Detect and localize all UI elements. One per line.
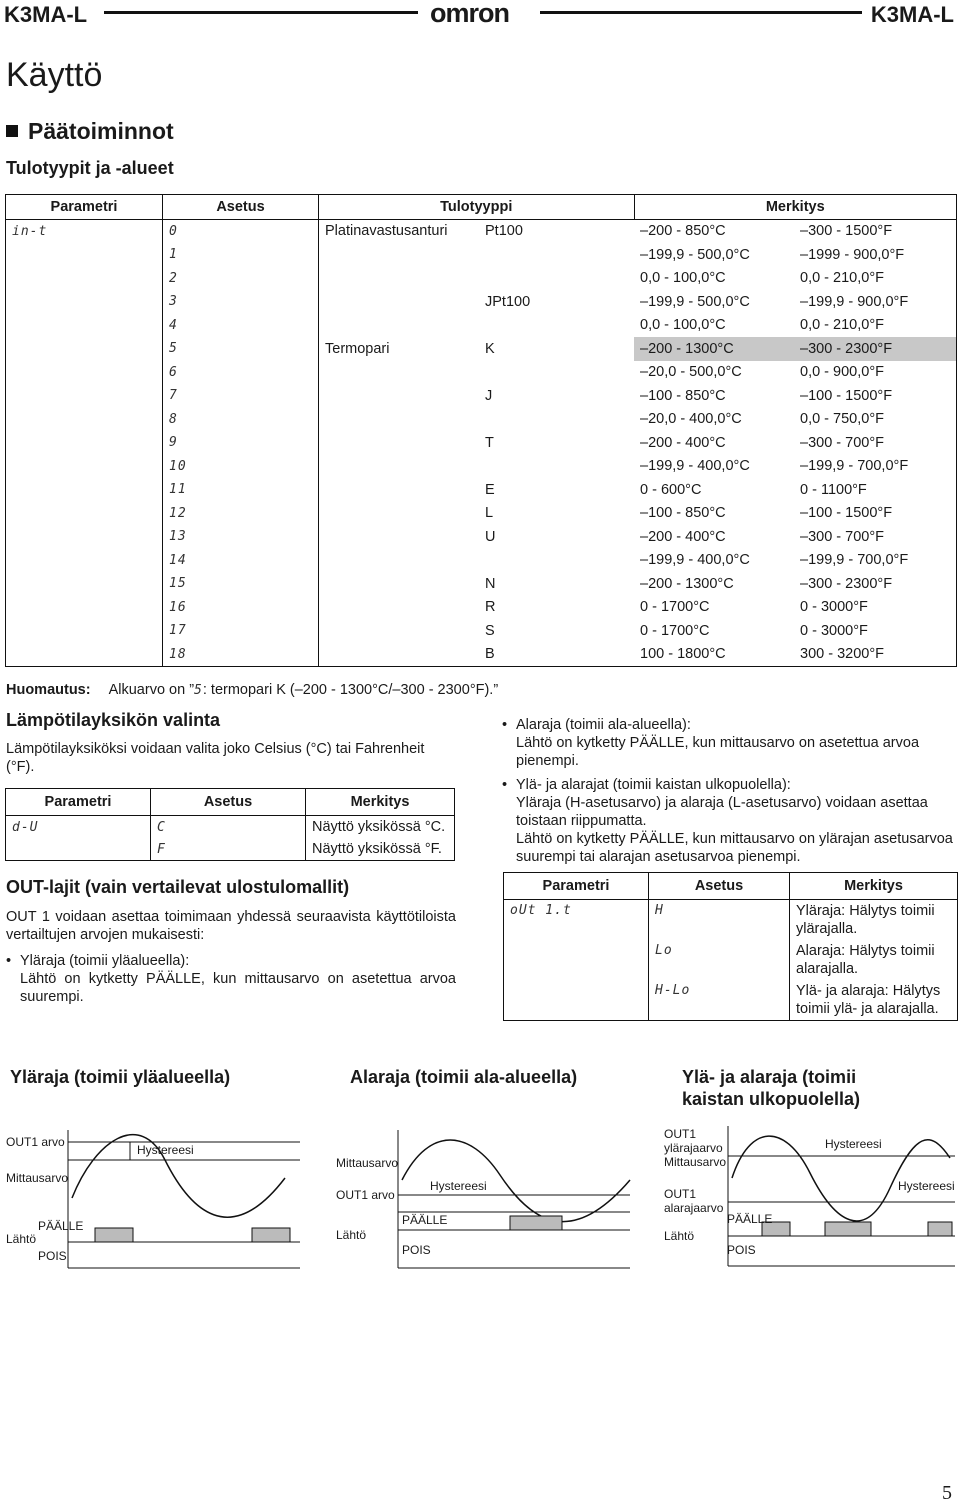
param-code — [6, 596, 163, 620]
setting-code: 0 — [163, 219, 319, 243]
bullet-text: Lähtö on kytketty PÄÄLLE, kun mittausarvo on asetettua arvoa suurempi. — [20, 971, 456, 1005]
input-group — [319, 572, 480, 596]
table-row — [6, 455, 957, 479]
range-fahrenheit: 0 - 3000°F — [800, 622, 868, 639]
setting-code: 1 — [163, 243, 319, 267]
table-row — [6, 267, 957, 291]
meaning-cell: Alaraja: Hälytys toimii alarajalla. — [790, 940, 958, 980]
param-code — [6, 243, 163, 267]
input-group — [319, 314, 480, 338]
input-group — [319, 525, 480, 549]
table-row — [6, 525, 957, 549]
range-fahrenheit: –300 - 700°F — [800, 528, 884, 545]
bullet-icon: • — [502, 777, 508, 793]
graph2-title: Alaraja (toimii ala-alueella) — [350, 1067, 578, 1087]
label-hysteresis: Hystereesi — [137, 1143, 194, 1157]
input-group — [319, 431, 480, 455]
range-celsius: 0 - 1700°C — [640, 599, 710, 616]
table-row — [6, 431, 957, 455]
setting-code: H — [649, 900, 790, 941]
sensor-type: S — [485, 622, 495, 639]
meaning-cell: Ylä- ja alaraja: Hälytys toimii ylä- ja alarajalla. — [790, 980, 958, 1021]
param-code — [6, 314, 163, 338]
output-on-block — [510, 1216, 562, 1230]
param-code — [6, 619, 163, 643]
out-types-heading: OUT-lajit (vain vertailevat ulostulomallit) — [6, 877, 350, 897]
setting-code: 5 — [163, 337, 319, 361]
output-on-block — [95, 1228, 133, 1242]
input-group: Platinavastusanturi — [325, 223, 448, 240]
note-label: Huomautus: — [6, 682, 91, 698]
sensor-type — [479, 455, 634, 479]
input-group — [319, 267, 480, 291]
sensor-type: R — [485, 599, 496, 616]
range-celsius: –200 - 850°C — [640, 223, 726, 240]
note-pre: Alkuarvo on ” — [108, 682, 195, 698]
range-celsius: –199,9 - 400,0°C — [640, 458, 750, 475]
setting-code: 9 — [163, 431, 319, 455]
input-group — [319, 455, 480, 479]
output-on-block — [928, 1222, 952, 1236]
out-types-bullets-right — [502, 716, 958, 866]
graph3-title: Ylä- ja alaraja (toimii kaistan ulkopuolella) — [682, 1067, 861, 1109]
range-celsius: 0 - 600°C — [640, 481, 702, 498]
range-fahrenheit: –300 - 700°F — [800, 434, 884, 451]
input-group — [319, 290, 480, 314]
sensor-type: U — [485, 528, 496, 545]
table-row — [504, 980, 958, 1021]
param-code — [6, 337, 163, 361]
sensor-type: Pt100 — [485, 223, 523, 240]
section-heading — [6, 118, 174, 145]
param-code — [6, 267, 163, 291]
bullet-upper — [6, 952, 456, 1006]
label-measured: Mittausarvo — [664, 1155, 727, 1169]
bullet-title: Alaraja (toimii ala-alueella): — [516, 717, 691, 733]
col-header-setting: Asetus — [163, 195, 319, 220]
range-fahrenheit: 0,0 - 900,0°F — [800, 364, 884, 381]
range-celsius: –199,9 - 500,0°C — [640, 293, 750, 310]
graph1-title: Yläraja (toimii yläalueella) — [10, 1067, 231, 1087]
note-post: : termopari K (–200 - 1300°C/–300 - 2300°F).” — [202, 682, 499, 698]
input-group — [319, 596, 480, 620]
param-code — [6, 525, 163, 549]
param-code: oUt 1.t — [504, 900, 649, 941]
table-row — [6, 219, 957, 243]
sensor-type: N — [485, 575, 496, 592]
label-measured: Mittausarvo — [6, 1171, 69, 1185]
input-group — [319, 361, 480, 385]
sensor-type — [479, 243, 634, 267]
param-code: in-t — [6, 219, 163, 243]
table-row — [6, 290, 957, 314]
range-fahrenheit: –1999 - 900,0°F — [800, 246, 905, 263]
label-hysteresis: Hystereesi — [825, 1137, 882, 1151]
setting-code: 13 — [163, 525, 319, 549]
range-celsius: –20,0 - 400,0°C — [640, 411, 742, 428]
setting-code: 6 — [163, 361, 319, 385]
range-fahrenheit: 0 - 1100°F — [800, 481, 867, 498]
setting-code: 12 — [163, 502, 319, 526]
col-header-parameter: Parametri — [6, 789, 151, 816]
label-output: Lähtö — [336, 1228, 367, 1242]
label-off: POIS — [38, 1249, 67, 1263]
col-header-setting: Asetus — [151, 789, 306, 816]
setting-code: 2 — [163, 267, 319, 291]
bullet-icon: • — [6, 953, 12, 969]
meaning-cell: Näyttö yksikössä °F. — [306, 838, 455, 861]
range-celsius: –100 - 850°C — [640, 387, 726, 404]
setting-code: 17 — [163, 619, 319, 643]
col-header-meaning: Merkitys — [306, 789, 455, 816]
input-group — [319, 243, 480, 267]
page-title: Käyttö — [6, 56, 103, 94]
range-fahrenheit: –199,9 - 700,0°F — [800, 458, 909, 475]
out-type-table — [503, 872, 958, 1021]
setting-code: 10 — [163, 455, 319, 479]
table-row — [6, 643, 957, 667]
sensor-type — [479, 314, 634, 338]
range-fahrenheit: 0,0 - 210,0°F — [800, 317, 884, 334]
param-code — [6, 361, 163, 385]
param-code — [6, 290, 163, 314]
temp-unit-heading: Lämpötilayksikön valinta — [6, 710, 221, 730]
range-fahrenheit: –100 - 1500°F — [800, 505, 893, 522]
param-empty — [504, 980, 649, 1021]
range-fahrenheit: 300 - 3200°F — [800, 646, 884, 663]
sensor-type: JPt100 — [485, 293, 531, 310]
label-off: POIS — [402, 1243, 431, 1257]
page-number: 5 — [942, 1482, 952, 1504]
setting-code: 18 — [163, 643, 319, 667]
input-group — [319, 478, 480, 502]
table-row — [6, 384, 957, 408]
input-group — [319, 384, 480, 408]
range-celsius: –199,9 - 500,0°C — [640, 246, 750, 263]
setting-code: 11 — [163, 478, 319, 502]
sensor-type — [479, 267, 634, 291]
range-celsius: 0 - 1700°C — [640, 622, 710, 639]
input-group — [319, 643, 480, 667]
setting-code: 4 — [163, 314, 319, 338]
output-on-block — [252, 1228, 290, 1242]
table-row — [6, 619, 957, 643]
param-empty — [504, 940, 649, 980]
note — [6, 682, 498, 698]
table-row — [6, 596, 957, 620]
temp-unit-table — [5, 788, 455, 861]
range-fahrenheit: 0,0 - 750,0°F — [800, 411, 884, 428]
header-model-left: K3MA-L — [4, 2, 88, 27]
param-code — [6, 643, 163, 667]
table-row — [6, 816, 455, 839]
range-fahrenheit: 0,0 - 210,0°F — [800, 270, 884, 287]
sensor-type: E — [485, 481, 495, 498]
label-on: PÄÄLLE — [402, 1213, 448, 1227]
input-group — [319, 502, 480, 526]
label-out1-upper: OUT1 ylärajaarvo — [664, 1127, 723, 1155]
param-code — [6, 572, 163, 596]
table-row — [6, 838, 455, 861]
sensor-type: J — [485, 387, 493, 404]
temp-unit-description: Lämpötilayksiköksi voidaan valita joko Celsius (°C) tai Fahrenheit (°F). — [6, 741, 425, 775]
table-row — [6, 408, 957, 432]
sensor-type — [479, 361, 634, 385]
label-hysteresis: Hystereesi — [898, 1179, 955, 1193]
table-row — [6, 337, 957, 361]
range-fahrenheit: –199,9 - 900,0°F — [800, 293, 909, 310]
table-row — [6, 361, 957, 385]
col-header-parameter: Parametri — [504, 873, 649, 900]
table-row — [6, 478, 957, 502]
sensor-type: L — [485, 505, 494, 522]
range-celsius: –199,9 - 400,0°C — [640, 552, 750, 569]
note-code: 5 — [194, 683, 203, 698]
range-celsius: –200 - 1300°C — [634, 337, 794, 361]
label-on: PÄÄLLE — [727, 1212, 773, 1226]
param-code — [6, 431, 163, 455]
range-fahrenheit: 0 - 3000°F — [800, 599, 868, 616]
range-celsius: –200 - 400°C — [640, 528, 726, 545]
meaning-cell: Yläraja: Hälytys toimii ylärajalla. — [790, 900, 958, 941]
label-measured: Mittausarvo — [336, 1156, 399, 1170]
range-celsius: –100 - 850°C — [640, 505, 726, 522]
setting-code: 16 — [163, 596, 319, 620]
range-celsius: 0,0 - 100,0°C — [640, 270, 726, 287]
setting-code: 3 — [163, 290, 319, 314]
omron-logo: omron — [430, 0, 509, 28]
param-code — [6, 455, 163, 479]
sensor-type: T — [485, 434, 494, 451]
col-header-setting: Asetus — [649, 873, 790, 900]
col-header-input-type: Tulotyyppi — [319, 195, 635, 220]
input-group: Termopari — [325, 340, 390, 357]
section-heading-text: Päätoiminnot — [28, 118, 174, 144]
param-code — [6, 549, 163, 573]
setting-code: 7 — [163, 384, 319, 408]
input-group — [319, 619, 480, 643]
bullet-title: Ylä- ja alarajat (toimii kaistan ulkopuolella): — [516, 777, 791, 793]
range-celsius: 100 - 1800°C — [640, 646, 726, 663]
setting-code: C — [151, 816, 306, 839]
setting-code: H-Lo — [649, 980, 790, 1021]
col-header-meaning: Merkitys — [790, 873, 958, 900]
label-out1-lower: OUT1 alarajaarvo — [664, 1187, 724, 1215]
label-output: Lähtö — [664, 1229, 695, 1243]
label-on: PÄÄLLE — [38, 1219, 84, 1233]
sensor-type: B — [485, 646, 495, 663]
sensor-type — [479, 408, 634, 432]
setting-code: 8 — [163, 408, 319, 432]
header-rule-right — [540, 11, 862, 14]
subsection-heading: Tulotyypit ja -alueet — [6, 158, 174, 178]
param-code: d-U — [6, 816, 151, 839]
param-code — [6, 478, 163, 502]
range-fahrenheit: –300 - 2300°F — [794, 337, 957, 361]
setting-code: 15 — [163, 572, 319, 596]
range-fahrenheit: –300 - 1500°F — [800, 223, 893, 240]
label-hysteresis: Hystereesi — [430, 1179, 487, 1193]
bullet-title: Yläraja (toimii yläalueella): — [20, 953, 190, 969]
table-row — [6, 502, 957, 526]
label-out1: OUT1 arvo — [6, 1135, 65, 1149]
label-off: POIS — [727, 1243, 756, 1257]
bullet-text: Lähtö on kytketty PÄÄLLE, kun mittausarvo on ylärajan asetusarvoa suurempi tai alarajan asetusarvoa pienempi. — [516, 831, 953, 865]
table-row — [504, 940, 958, 980]
setting-code: Lo — [649, 940, 790, 980]
bullet-lower — [502, 716, 958, 770]
table-row — [6, 549, 957, 573]
table-row — [6, 572, 957, 596]
table-row — [504, 900, 958, 941]
range-celsius: –20,0 - 500,0°C — [640, 364, 742, 381]
output-on-block — [825, 1222, 871, 1236]
range-celsius: 0,0 - 100,0°C — [640, 317, 726, 334]
param-code — [6, 384, 163, 408]
param-code — [6, 502, 163, 526]
setting-code: 14 — [163, 549, 319, 573]
bullet-text: Yläraja (H-asetusarvo) ja alaraja (L-asetusarvo) voidaan asettaa toistaan riippumatta. — [516, 795, 928, 829]
label-output: Lähtö — [6, 1232, 37, 1246]
table-row — [6, 314, 957, 338]
table-row — [6, 243, 957, 267]
header-model-right: K3MA-L — [870, 2, 954, 27]
header-rule-left — [104, 11, 418, 14]
bullet-text: Lähtö on kytketty PÄÄLLE, kun mittausarvo on asetettua arvoa pienempi. — [516, 735, 920, 769]
range-celsius: –200 - 400°C — [640, 434, 726, 451]
meaning-cell: Näyttö yksikössä °C. — [306, 816, 455, 839]
input-type-table — [5, 194, 957, 667]
input-group — [319, 549, 480, 573]
param-empty — [6, 838, 151, 861]
bullet-icon: • — [502, 717, 508, 733]
out-types-intro: OUT 1 voidaan asettaa toimimaan yhdessä seuraavista käyttötiloista vertailtujen arvojen mukaisesti: — [6, 909, 456, 943]
sensor-type — [479, 549, 634, 573]
input-group — [319, 408, 480, 432]
range-fahrenheit: –100 - 1500°F — [800, 387, 893, 404]
col-header-meaning: Merkitys — [634, 195, 957, 220]
range-fahrenheit: –300 - 2300°F — [800, 575, 893, 592]
square-bullet-icon — [6, 125, 18, 137]
bullet-band — [502, 776, 958, 866]
out-types-description — [6, 908, 456, 1006]
range-celsius: –200 - 1300°C — [640, 575, 734, 592]
col-header-parameter: Parametri — [6, 195, 163, 220]
sensor-type: K — [485, 340, 495, 357]
range-fahrenheit: –199,9 - 700,0°F — [800, 552, 909, 569]
label-out1: OUT1 arvo — [336, 1188, 395, 1202]
param-code — [6, 408, 163, 432]
setting-code: F — [151, 838, 306, 861]
